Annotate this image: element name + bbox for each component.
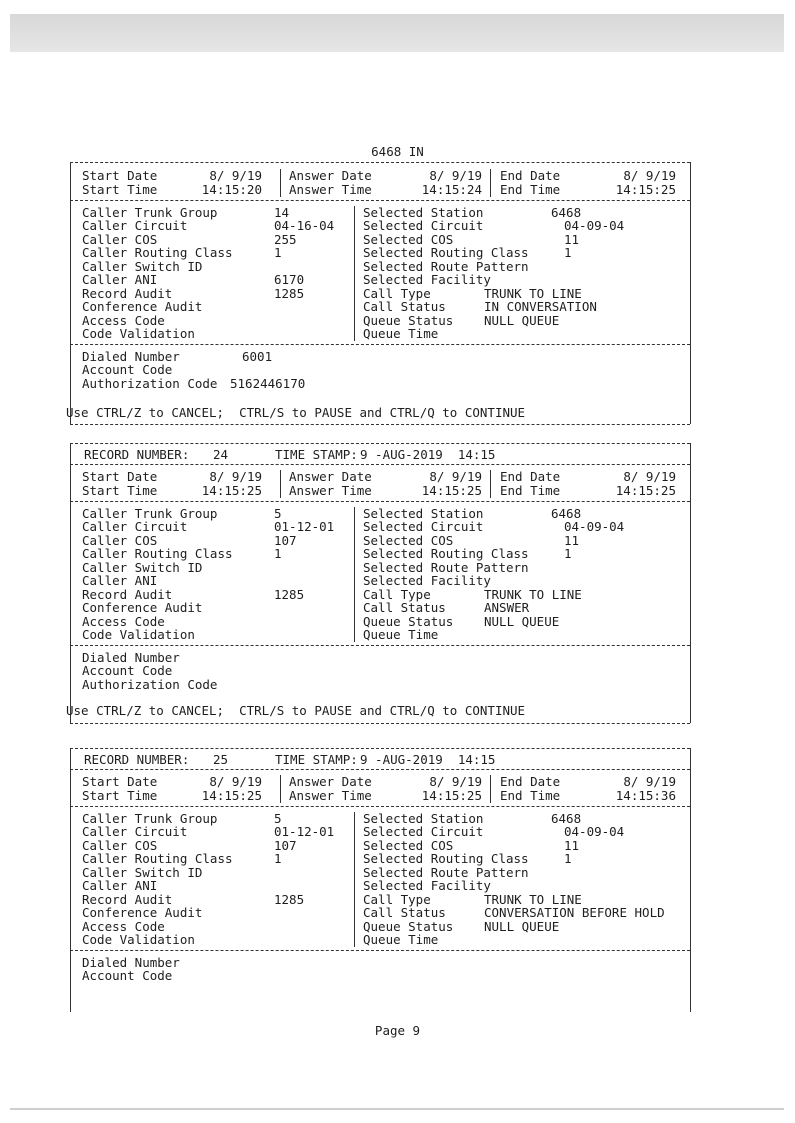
end-time-label: End Time <box>500 181 561 197</box>
caller-routing-class-label: Caller Routing Class <box>82 851 233 866</box>
end-date-value: 8/ 9/19 <box>623 168 676 183</box>
dashed-rule <box>70 162 690 163</box>
record-audit-value: 1285 <box>274 285 305 301</box>
selected-cos-value: 11 <box>564 532 580 548</box>
call-status-value: IN CONVERSATION <box>484 299 597 314</box>
end-date-label: End Date <box>500 168 561 183</box>
selected-facility-label: Selected Facility <box>363 878 491 893</box>
call-type-value: TRUNK TO LINE <box>484 285 582 301</box>
queue-time-label: Queue Time <box>363 932 439 947</box>
caller-ani-value: 6170 <box>274 272 305 287</box>
selected-route-pattern-label: Selected Route Pattern <box>363 559 529 575</box>
vertical-rule <box>490 169 491 197</box>
dialed-number-label: Dialed Number <box>82 649 180 665</box>
caller-switch-id-label: Caller Switch ID <box>82 864 203 880</box>
record-number-value: 24 <box>213 447 229 462</box>
selected-circuit-value: 04-09-04 <box>564 824 625 839</box>
caller-cos-value: 255 <box>274 231 297 247</box>
selected-facility-label: Selected Facility <box>363 573 491 588</box>
caller-routing-class-label: Caller Routing Class <box>82 546 233 561</box>
start-time-label: Start Time <box>82 482 158 498</box>
caller-routing-class-value: 1 <box>274 245 282 260</box>
start-time-label: Start Time <box>82 787 158 803</box>
answer-date-value: 8/ 9/19 <box>429 469 482 484</box>
caller-cos-value: 107 <box>274 837 297 853</box>
caller-cos-label: Caller COS <box>82 231 158 247</box>
selected-cos-value: 11 <box>564 231 580 247</box>
queue-status-label: Queue Status <box>363 312 454 328</box>
answer-date-label: Answer Date <box>289 774 372 789</box>
call-type-value: TRUNK TO LINE <box>484 891 582 907</box>
dashed-rule <box>70 645 690 646</box>
caller-cos-label: Caller COS <box>82 532 158 548</box>
queue-time-label: Queue Time <box>363 627 439 642</box>
dashed-rule <box>70 344 690 345</box>
caller-ani-label: Caller ANI <box>82 573 158 588</box>
caller-cos-value: 107 <box>274 532 297 548</box>
call-type-label: Call Type <box>363 285 431 301</box>
end-time-label: End Time <box>500 482 561 498</box>
queue-status-label: Queue Status <box>363 918 454 934</box>
queue-status-value: NULL QUEUE <box>484 918 560 934</box>
selected-station-value: 6468 <box>551 204 582 220</box>
caller-trunk-group-label: Caller Trunk Group <box>82 505 218 521</box>
caller-trunk-group-value: 5 <box>274 505 282 521</box>
start-date-label: Start Date <box>82 168 158 183</box>
dashed-rule <box>70 806 690 807</box>
conference-audit-label: Conference Audit <box>82 299 203 314</box>
start-date-value: 8/ 9/19 <box>209 168 262 183</box>
code-validation-label: Code Validation <box>82 932 195 947</box>
caller-trunk-group-label: Caller Trunk Group <box>82 204 218 220</box>
answer-time-label: Answer Time <box>289 787 372 803</box>
start-date-value: 8/ 9/19 <box>209 774 262 789</box>
dashed-rule <box>70 424 690 425</box>
selected-facility-label: Selected Facility <box>363 272 491 287</box>
selected-routing-class-label: Selected Routing Class <box>363 245 529 260</box>
call-type-label: Call Type <box>363 891 431 907</box>
vertical-rule <box>70 443 71 723</box>
caller-circuit-label: Caller Circuit <box>82 824 188 839</box>
time-stamp-value: 9 -AUG-2019 14:15 <box>360 752 496 767</box>
authorization-code-value: 5162446170 <box>230 375 306 391</box>
vertical-rule <box>354 812 355 947</box>
conference-audit-label: Conference Audit <box>82 905 203 920</box>
time-stamp-value: 9 -AUG-2019 14:15 <box>360 447 496 462</box>
page-number: Page 9 <box>374 1023 421 1038</box>
vertical-rule <box>354 507 355 642</box>
end-time-value: 14:15:25 <box>615 482 676 498</box>
dashed-rule <box>70 200 690 201</box>
answer-time-label: Answer Time <box>289 482 372 498</box>
call-status-label: Call Status <box>363 299 446 314</box>
code-validation-label: Code Validation <box>82 627 195 642</box>
caller-circuit-value: 01-12-01 <box>274 519 335 534</box>
start-time-value: 14:15:25 <box>201 787 262 803</box>
vertical-rule <box>70 748 71 1012</box>
dashed-rule <box>70 748 690 749</box>
dashed-rule <box>70 501 690 502</box>
vertical-rule <box>690 162 691 424</box>
vertical-rule <box>70 162 71 424</box>
record-audit-label: Record Audit <box>82 586 173 602</box>
dialed-number-label: Dialed Number <box>82 348 180 364</box>
end-date-value: 8/ 9/19 <box>623 469 676 484</box>
record-audit-label: Record Audit <box>82 891 173 907</box>
end-time-value: 14:15:36 <box>615 787 676 803</box>
call-status-label: Call Status <box>363 600 446 615</box>
call-status-label: Call Status <box>363 905 446 920</box>
start-date-label: Start Date <box>82 469 158 484</box>
scan-header-band <box>10 14 784 52</box>
selected-circuit-value: 04-09-04 <box>564 218 625 233</box>
record-number-value: 25 <box>213 752 229 767</box>
account-code-label: Account Code <box>82 663 173 678</box>
authorization-code-label: Authorization Code <box>82 375 218 391</box>
end-date-label: End Date <box>500 774 561 789</box>
conference-audit-label: Conference Audit <box>82 600 203 615</box>
record-number-label: RECORD NUMBER: <box>84 752 190 767</box>
answer-date-value: 8/ 9/19 <box>429 774 482 789</box>
selected-station-value: 6468 <box>551 810 582 826</box>
record-audit-value: 1285 <box>274 891 305 907</box>
caller-switch-id-label: Caller Switch ID <box>82 258 203 274</box>
answer-date-label: Answer Date <box>289 168 372 183</box>
selected-cos-label: Selected COS <box>363 837 454 853</box>
selected-routing-class-value: 1 <box>564 851 572 866</box>
access-code-label: Access Code <box>82 918 165 934</box>
caller-cos-label: Caller COS <box>82 837 158 853</box>
answer-time-value: 14:15:25 <box>421 787 482 803</box>
dashed-rule <box>70 723 690 724</box>
page-title: 6468 IN <box>371 144 424 159</box>
record-audit-value: 1285 <box>274 586 305 602</box>
selected-circuit-label: Selected Circuit <box>363 824 484 839</box>
vertical-rule <box>280 775 281 803</box>
queue-status-label: Queue Status <box>363 613 454 629</box>
call-type-label: Call Type <box>363 586 431 602</box>
end-time-value: 14:15:25 <box>615 181 676 197</box>
queue-status-value: NULL QUEUE <box>484 312 560 328</box>
selected-station-label: Selected Station <box>363 204 484 220</box>
dashed-rule <box>70 950 690 951</box>
caller-circuit-label: Caller Circuit <box>82 519 188 534</box>
caller-routing-class-value: 1 <box>274 546 282 561</box>
caller-circuit-label: Caller Circuit <box>82 218 188 233</box>
selected-routing-class-label: Selected Routing Class <box>363 851 529 866</box>
cancel-pause-continue-prompt: Use CTRL/Z to CANCEL; CTRL/S to PAUSE and CTRL/Q to CONTINUE <box>66 703 526 718</box>
account-code-label: Account Code <box>82 362 173 377</box>
authorization-code-label: Authorization Code <box>82 676 218 692</box>
access-code-label: Access Code <box>82 613 165 629</box>
answer-time-value: 14:15:24 <box>421 181 482 197</box>
selected-circuit-value: 04-09-04 <box>564 519 625 534</box>
selected-routing-class-value: 1 <box>564 546 572 561</box>
time-stamp-label: TIME STAMP: <box>275 752 358 767</box>
start-time-value: 14:15:25 <box>201 482 262 498</box>
dialed-number-value: 6001 <box>242 348 273 364</box>
vertical-rule <box>280 169 281 197</box>
dialed-number-label: Dialed Number <box>82 954 180 970</box>
answer-date-value: 8/ 9/19 <box>429 168 482 183</box>
caller-routing-class-label: Caller Routing Class <box>82 245 233 260</box>
selected-cos-value: 11 <box>564 837 580 853</box>
answer-time-value: 14:15:25 <box>421 482 482 498</box>
selected-route-pattern-label: Selected Route Pattern <box>363 864 529 880</box>
caller-routing-class-value: 1 <box>274 851 282 866</box>
caller-circuit-value: 01-12-01 <box>274 824 335 839</box>
selected-route-pattern-label: Selected Route Pattern <box>363 258 529 274</box>
caller-trunk-group-value: 5 <box>274 810 282 826</box>
selected-circuit-label: Selected Circuit <box>363 519 484 534</box>
dashed-rule <box>70 769 690 770</box>
scan-footer-line <box>10 1108 784 1110</box>
answer-time-label: Answer Time <box>289 181 372 197</box>
end-date-label: End Date <box>500 469 561 484</box>
start-date-label: Start Date <box>82 774 158 789</box>
record-number-label: RECORD NUMBER: <box>84 447 190 462</box>
caller-trunk-group-value: 14 <box>274 204 290 220</box>
dashed-rule <box>70 464 690 465</box>
caller-trunk-group-label: Caller Trunk Group <box>82 810 218 826</box>
selected-routing-class-label: Selected Routing Class <box>363 546 529 561</box>
selected-station-label: Selected Station <box>363 505 484 521</box>
call-status-value: CONVERSATION BEFORE HOLD <box>484 905 665 920</box>
caller-ani-label: Caller ANI <box>82 272 158 287</box>
vertical-rule <box>280 470 281 498</box>
selected-cos-label: Selected COS <box>363 532 454 548</box>
call-type-value: TRUNK TO LINE <box>484 586 582 602</box>
time-stamp-label: TIME STAMP: <box>275 447 358 462</box>
caller-ani-label: Caller ANI <box>82 878 158 893</box>
start-time-value: 14:15:20 <box>201 181 262 197</box>
selected-station-label: Selected Station <box>363 810 484 826</box>
end-date-value: 8/ 9/19 <box>623 774 676 789</box>
queue-time-label: Queue Time <box>363 326 439 341</box>
end-time-label: End Time <box>500 787 561 803</box>
start-date-value: 8/ 9/19 <box>209 469 262 484</box>
vertical-rule <box>690 748 691 1012</box>
vertical-rule <box>490 470 491 498</box>
caller-switch-id-label: Caller Switch ID <box>82 559 203 575</box>
account-code-label: Account Code <box>82 968 173 983</box>
vertical-rule <box>690 443 691 723</box>
cancel-pause-continue-prompt: Use CTRL/Z to CANCEL; CTRL/S to PAUSE and CTRL/Q to CONTINUE <box>66 405 526 420</box>
selected-circuit-label: Selected Circuit <box>363 218 484 233</box>
selected-routing-class-value: 1 <box>564 245 572 260</box>
vertical-rule <box>490 775 491 803</box>
queue-status-value: NULL QUEUE <box>484 613 560 629</box>
code-validation-label: Code Validation <box>82 326 195 341</box>
caller-circuit-value: 04-16-04 <box>274 218 335 233</box>
call-status-value: ANSWER <box>484 600 530 615</box>
answer-date-label: Answer Date <box>289 469 372 484</box>
selected-cos-label: Selected COS <box>363 231 454 247</box>
dashed-rule <box>70 443 690 444</box>
record-audit-label: Record Audit <box>82 285 173 301</box>
start-time-label: Start Time <box>82 181 158 197</box>
access-code-label: Access Code <box>82 312 165 328</box>
vertical-rule <box>354 206 355 341</box>
selected-station-value: 6468 <box>551 505 582 521</box>
